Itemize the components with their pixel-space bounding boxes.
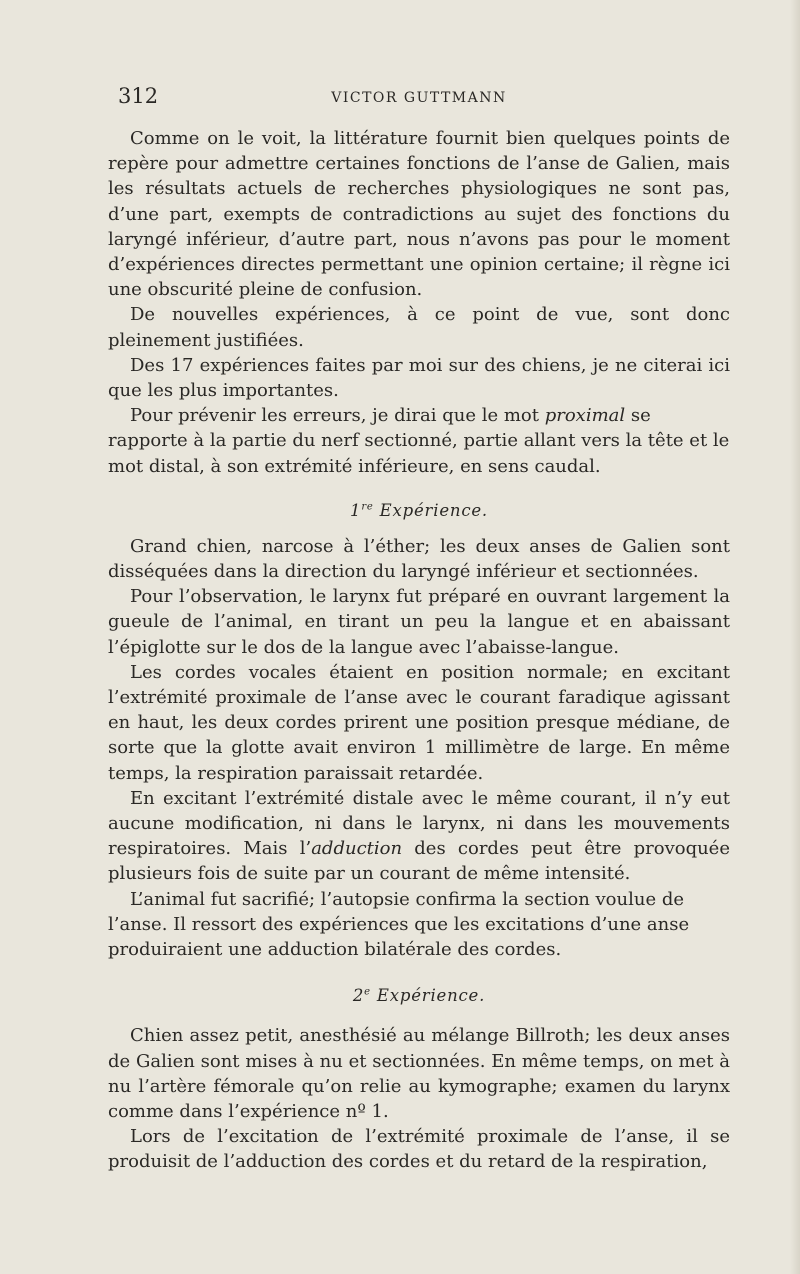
section-2-ordinal: e [364, 986, 371, 998]
section-1-ordinal: re [361, 501, 374, 513]
running-head-author: VICTOR GUTTMANN [331, 90, 507, 106]
page-body [108, 126, 730, 1175]
section-2-number: 2 [352, 986, 365, 1006]
page-edge [790, 0, 800, 1274]
section-1-title: Expérience. [373, 500, 488, 520]
paragraph-intro: Comme on le voit, la littérature fournit bien quelques points de repère pour admettre certaines fonctions de l’anse de Galien, mais les résultats actuels de recherches physiologiques ne sont pas, d’une part, exempts de contradictions au sujet des fonctions du laryngé inférieur, d’autre part, nous n’avons pas pour le moment d’expériences directes permettant une opinion certaine; il règne ici une obscurité pleine de confusion. [108, 128, 730, 301]
exp1-paragraph-1: Grand chien, narcose à l’éther; les deux anses de Galien sont disséquées dans la direction du laryngé inférieur et sectionnées. [108, 535, 730, 583]
term-adduction: adduction [311, 838, 403, 860]
term-proximal: proximal [544, 405, 626, 427]
paragraph-terminology-a: Pour prévenir les erreurs, je dirai que le mot [130, 405, 545, 427]
paragraph-new-experiments: De nouvelles expériences, à ce point de vue, sont donc pleinement justifiées. [108, 304, 730, 351]
running-head [108, 84, 730, 114]
page-number: 312 [118, 84, 159, 108]
exp2-paragraph-1: Chien assez petit, anesthésié au mélange Billroth; les deux anses de Galien sont mises à nu et sectionnées. En même temps, on met à nu l’artère fémorale qu’on relie au kymographe; examen du larynx comme dans l’expérience nº 1. [108, 1025, 730, 1122]
section-1-number: 1 [350, 500, 362, 520]
exp1-paragraph-4-a: En excitant l’extrémité distale avec le même courant, il n’y eut aucune modification, ni dans le larynx, ni dans les mouvements respiratoires. Mais l’ [108, 787, 730, 860]
section-heading-experience-1 [108, 501, 730, 520]
paragraph-terminology-b: se rapporte à la partie du nerf sectionné, partie allant vers la tête et le mot distal, à son extrémité inférieure, en sens caudal. [108, 405, 730, 477]
paragraph-terminology [108, 403, 730, 479]
exp1-paragraph-2: Pour l’observation, le larynx fut préparé en ouvrant largement la gueule de l’animal, en tirant un peu la langue et en abaissant l’épiglotte sur le dos de la langue avec l’abaisse-langue. [108, 586, 730, 658]
exp1-paragraph-5: L’animal fut sacrifié; l’autopsie confirma la section voulue de l’anse. Il ressort des expériences que les excitations d’une anse produiraient une adduction bilatérale des cordes. [108, 888, 690, 961]
exp1-paragraph-3: Les cordes vocales étaient en position normale; en excitant l’extrémité proximale de l’anse avec le courant faradique agissant en haut, les deux cordes prirent une position presque médiane, de sorte que la glotte avait environ 1 millimètre de large. En même temps, la respiration paraissait retardée. [108, 661, 730, 784]
exp2-paragraph-2: Lors de l’excitation de l’extrémité proximale de l’anse, il se produisit de l’adduction des cordes et du retard de la respiration, [108, 1126, 730, 1173]
paragraph-seventeen-experiments: Des 17 expériences faites par moi sur des chiens, je ne citerai ici que les plus importantes. [108, 354, 730, 402]
exp1-paragraph-4 [108, 786, 730, 887]
section-heading-experience-2 [108, 986, 730, 1005]
section-2-title: Expérience. [370, 986, 486, 1006]
exp1-paragraph-4-b: des cordes peut être provoquée plusieurs fois de suite par un courant de même intensité. [108, 838, 730, 885]
